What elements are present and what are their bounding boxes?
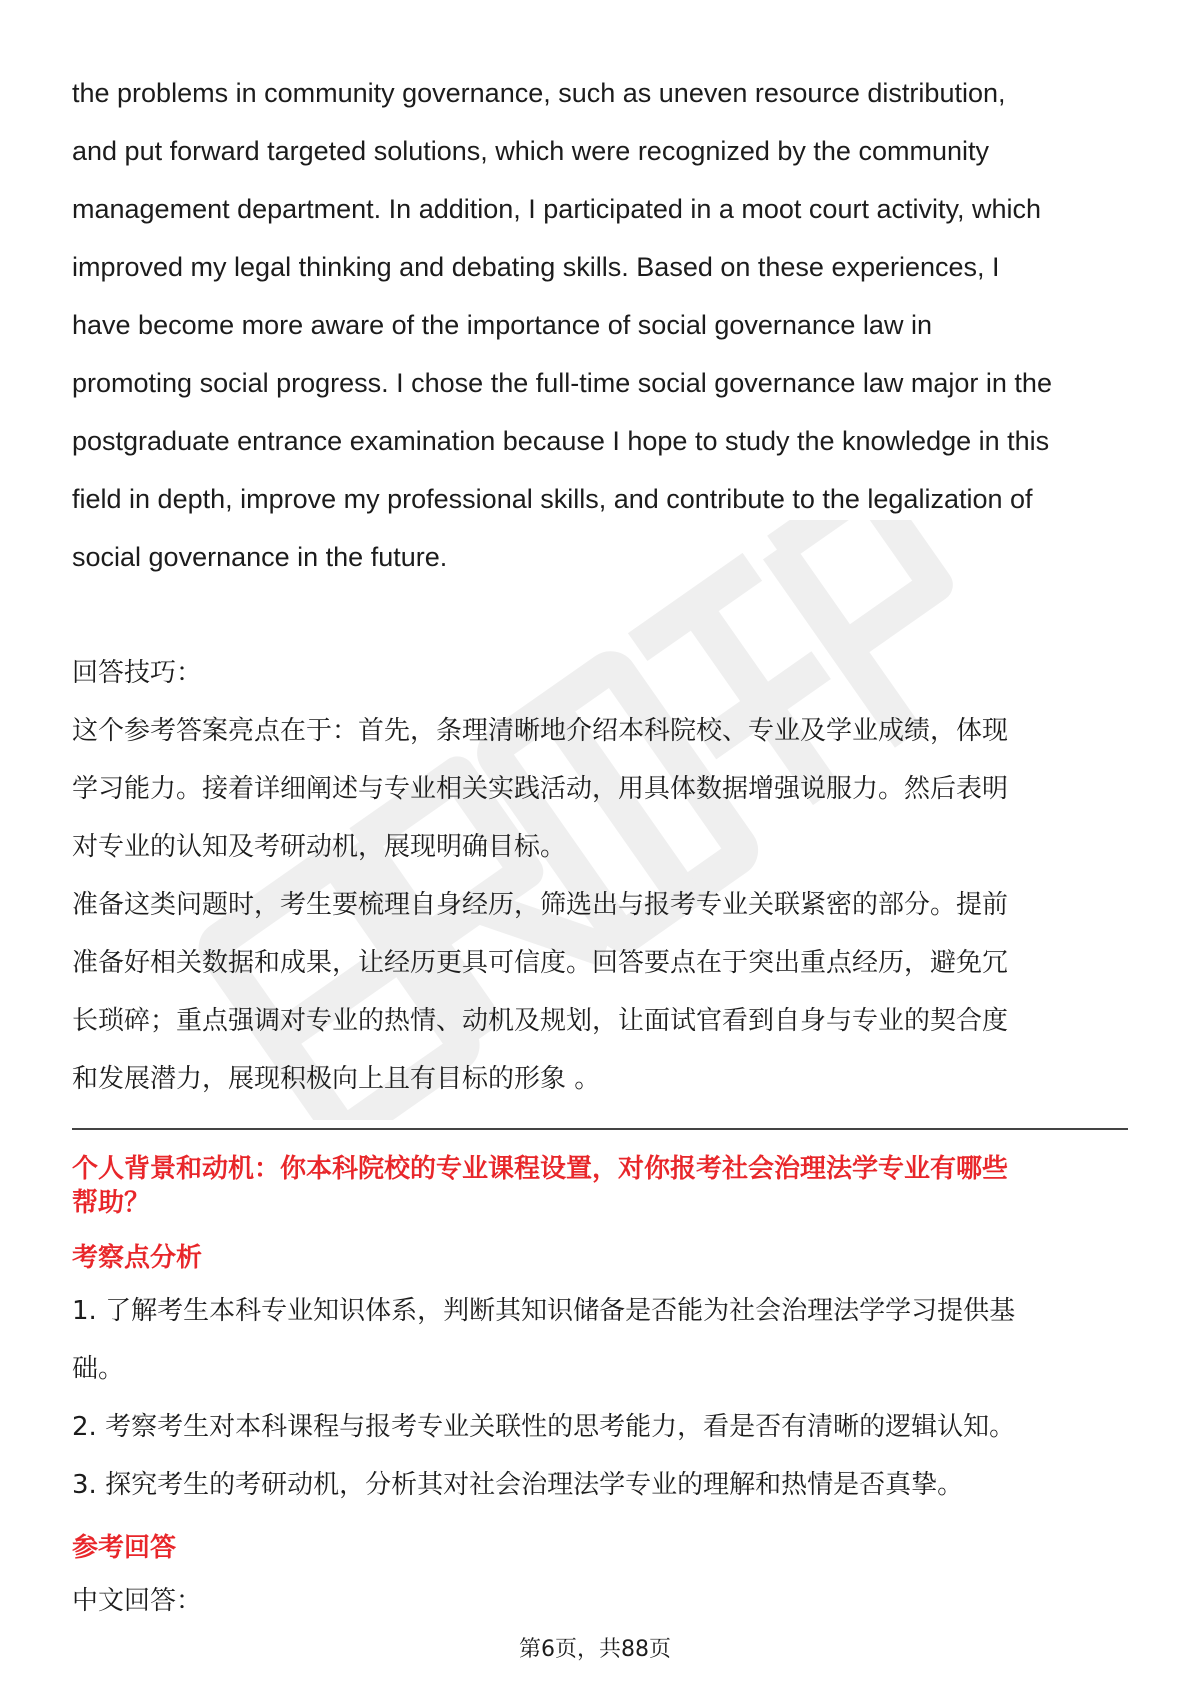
english-answer-paragraph — [72, 64, 1128, 586]
page-number: 第6页，共88页 — [519, 1637, 671, 1662]
question-line: 帮助？ — [72, 1188, 151, 1218]
analysis-list — [72, 1282, 1128, 1514]
text-line: 学习能力。接着详细阐述与专业相关实践活动，用具体数据增强说服力。然后表明 — [72, 774, 1009, 804]
text-line: promoting social progress. I chose the full-time social governance law major in the — [72, 368, 1052, 398]
page-content — [72, 64, 1128, 1630]
reference-answer-title: 参考回答 — [72, 1533, 177, 1563]
tips-heading: 回答技巧： — [72, 658, 203, 688]
text-line: 这个参考答案亮点在于：首先，条理清晰地介绍本科院校、专业及学业成绩，体现 — [72, 716, 1009, 746]
text-line: postgraduate entrance examination because I hope to study the knowledge in this — [72, 426, 1050, 456]
list-item: 础。 — [72, 1354, 125, 1384]
analysis-title: 考察点分析 — [72, 1243, 203, 1273]
text-line: 长琐碎；重点强调对专业的热情、动机及规划，让面试官看到自身与专业的契合度 — [72, 1006, 1009, 1036]
list-item: 1. 了解考生本科专业知识体系，判断其知识储备是否能为社会治理法学学习提供基 — [72, 1296, 1016, 1326]
text-line: the problems in community governance, such as uneven resource distribution, — [72, 78, 1006, 108]
text-line: 准备好相关数据和成果，让经历更具可信度。回答要点在于突出重点经历，避免冗 — [72, 948, 1009, 978]
section-divider — [72, 1128, 1128, 1130]
text-line: management department. In addition, I participated in a moot court activity, which — [72, 194, 1042, 224]
tips-section — [72, 644, 1128, 1108]
reference-answer-subtitle — [72, 1572, 1128, 1630]
question-line: 个人背景和动机：你本科院校的专业课程设置，对你报考社会治理法学专业有哪些 — [72, 1154, 1009, 1184]
list-item: 2. 考察考生对本科课程与报考专业关联性的思考能力，看是否有清晰的逻辑认知。 — [72, 1412, 1016, 1442]
text-line: and put forward targeted solutions, which were recognized by the community — [72, 136, 989, 166]
text-line: have become more aware of the importance of social governance law in — [72, 310, 932, 340]
chinese-answer-label: 中文回答： — [72, 1586, 203, 1616]
text-line: 对专业的认知及考研动机，展现明确目标。 — [72, 832, 567, 862]
text-line: social governance in the future. — [72, 542, 448, 572]
question-heading — [72, 1152, 1128, 1220]
list-item: 3. 探究考生的考研动机，分析其对社会治理法学专业的理解和热情是否真挚。 — [72, 1470, 964, 1500]
text-line: 和发展潜力，展现积极向上且有目标的形象 。 — [72, 1064, 601, 1094]
text-line: improved my legal thinking and debating skills. Based on these experiences, I — [72, 252, 1000, 282]
text-line: field in depth, improve my professional skills, and contribute to the legalization of — [72, 484, 1033, 514]
text-line: 准备这类问题时，考生要梳理自身经历，筛选出与报考专业关联紧密的部分。提前 — [72, 890, 1009, 920]
